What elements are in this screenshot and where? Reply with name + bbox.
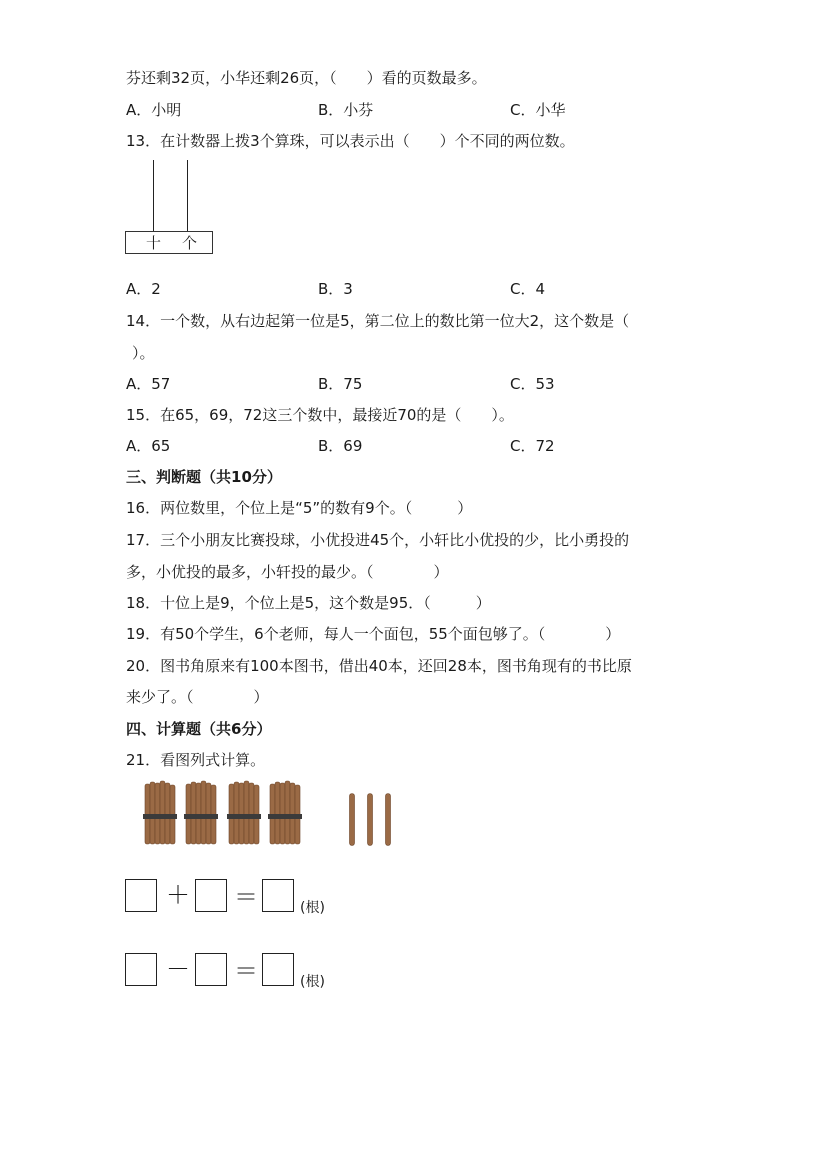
q20-text-line2: 来少了。（ ）: [126, 688, 269, 706]
plus-sign: ＋: [166, 881, 190, 909]
stick-bundle-4: [268, 780, 302, 846]
q17-text-line2: 多，小优投的最多，小轩投的最少。（ ）: [126, 563, 449, 581]
abacus-label-ones: 个: [182, 234, 198, 252]
q12-text: 芬还剩32页，小华还剩26页，（ ）看的页数最多。: [126, 69, 487, 87]
loose-stick-2: [367, 793, 373, 846]
equals-sign: ＝: [234, 883, 258, 911]
q14-option-c[interactable]: C．53: [510, 375, 555, 393]
abacus-base: [125, 231, 213, 254]
q13-text: 13．在计数器上拨3个算珠，可以表示出（ ）个不同的两位数。: [126, 132, 575, 150]
section-heading-judgement: 三、判断题（共10分）: [126, 468, 282, 486]
q21-text: 21．看图列式计算。: [126, 751, 266, 769]
q12-option-a[interactable]: A．小明: [126, 101, 182, 119]
minus-sign: －: [166, 955, 190, 983]
q15-option-a[interactable]: A．65: [126, 437, 171, 455]
answer-box-5[interactable]: [195, 953, 227, 986]
abacus-rod-ones: [187, 160, 188, 231]
q15-text: 15．在65，69，72这三个数中，最接近70的是（ ）。: [126, 406, 514, 424]
q17-text-line1: 17．三个小朋友比赛投球，小优投进45个，小轩比小优投的少，比小勇投的: [126, 531, 630, 549]
loose-stick-1: [349, 793, 355, 846]
q20-text-line1: 20．图书角原来有100本图书，借出40本，还回28本，图书角现有的书比原: [126, 657, 632, 675]
q15-option-c[interactable]: C．72: [510, 437, 555, 455]
abacus-rod-tens: [153, 160, 154, 231]
q12-option-c[interactable]: C．小华: [510, 101, 566, 119]
abacus-label-tens: 十: [146, 234, 162, 252]
section-heading-calculation: 四、计算题（共6分）: [126, 720, 272, 738]
answer-box-2[interactable]: [195, 879, 227, 912]
unit-label: (根): [300, 974, 325, 990]
unit-label: (根): [300, 900, 325, 916]
q19-text: 19．有50个学生，6个老师，每人一个面包，55个面包够了。（ ）: [126, 625, 621, 643]
q14-option-b[interactable]: B．75: [318, 375, 363, 393]
q18-text: 18．十位上是9，个位上是5，这个数是95．（ ）: [126, 594, 491, 612]
stick-bundle-1: [143, 780, 177, 846]
q13-option-a[interactable]: A．2: [126, 280, 161, 298]
q14-text-line2: ）。: [132, 344, 155, 362]
loose-stick-3: [385, 793, 391, 846]
q14-text-line1: 14．一个数，从右边起第一位是5，第二位上的数比第一位大2，这个数是（: [126, 312, 630, 330]
stick-bundle-2: [184, 780, 218, 846]
answer-box-1[interactable]: [125, 879, 157, 912]
q14-option-a[interactable]: A．57: [126, 375, 171, 393]
equals-sign: ＝: [234, 957, 258, 985]
q15-option-b[interactable]: B．69: [318, 437, 363, 455]
stick-bundle-3: [227, 780, 261, 846]
q12-option-b[interactable]: B．小芬: [318, 101, 374, 119]
q13-option-c[interactable]: C．4: [510, 280, 546, 298]
q16-text: 16．两位数里，个位上是“5”的数有9个。（ ）: [126, 499, 473, 517]
q13-option-b[interactable]: B．3: [318, 280, 353, 298]
answer-box-4[interactable]: [125, 953, 157, 986]
answer-box-6[interactable]: [262, 953, 294, 986]
answer-box-3[interactable]: [262, 879, 294, 912]
